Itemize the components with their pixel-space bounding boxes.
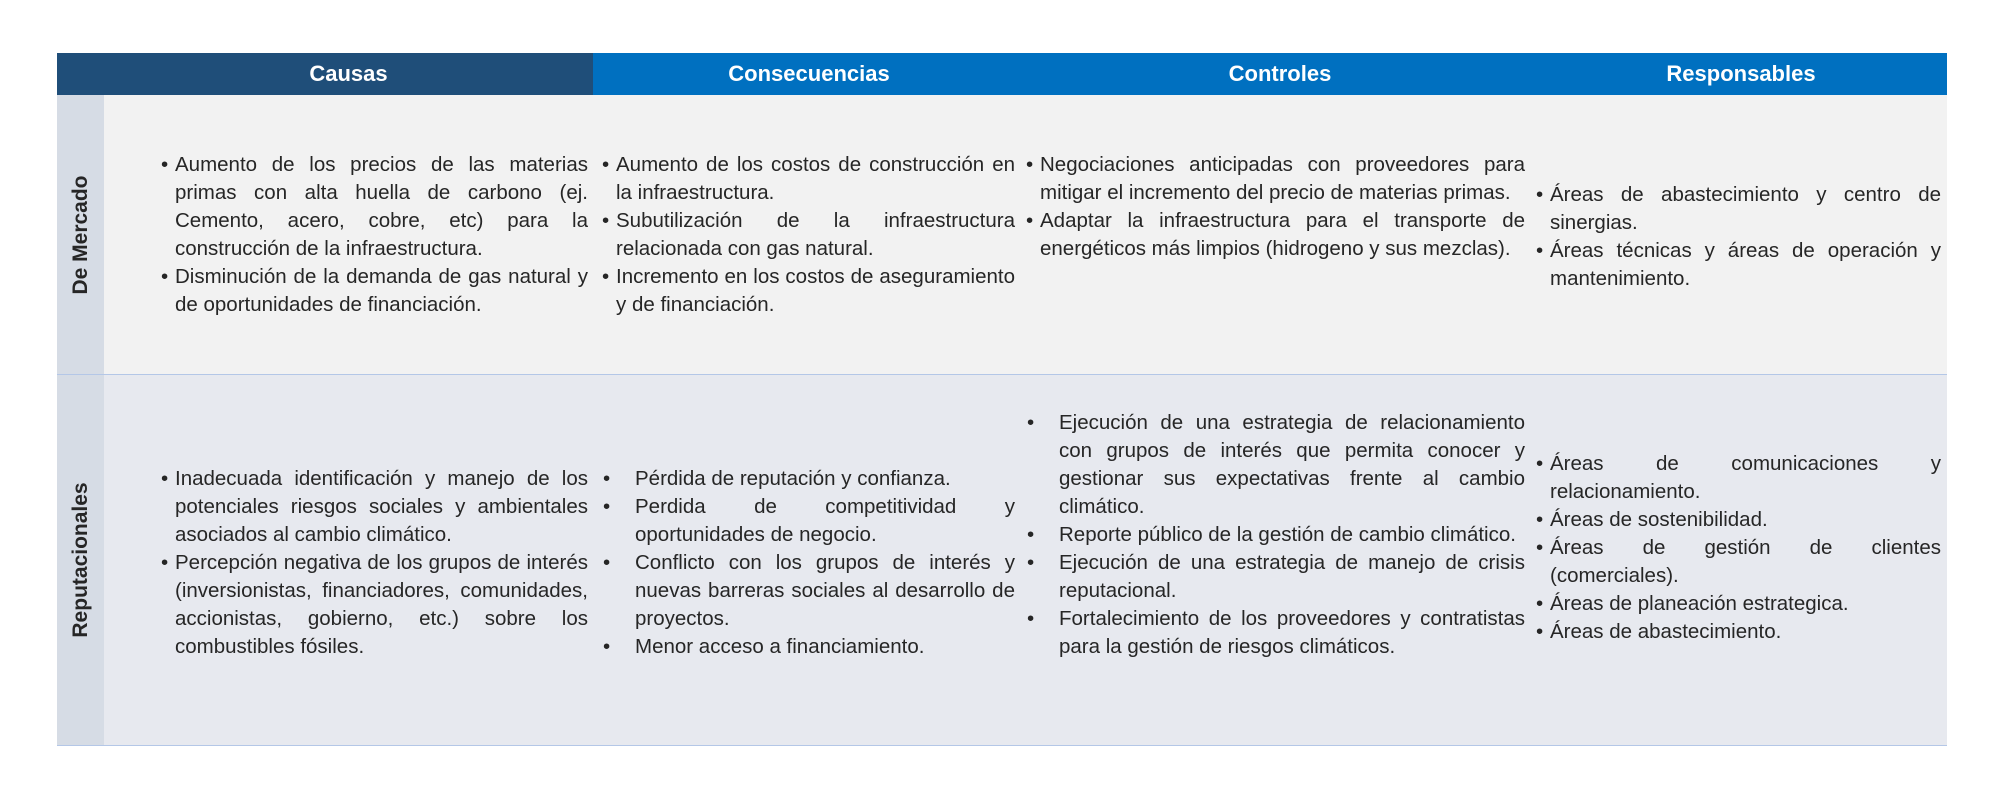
cell-controles xyxy=(1025,95,1535,374)
causas-list xyxy=(160,151,588,319)
controles-list xyxy=(1025,151,1525,263)
table-header xyxy=(57,53,1947,95)
list-item: • Menor acceso a financiamiento. xyxy=(601,633,1015,661)
header-consecuencias: Consecuencias xyxy=(593,53,1025,95)
list-item: • Inadecuada identificación y manejo de los potenciales riesgos sociales y ambientales asociados al cambio climático. xyxy=(160,465,588,549)
row-label: Reputacionales xyxy=(68,482,92,638)
cell-responsables xyxy=(1535,95,1947,374)
risk-table xyxy=(57,53,1947,746)
row-label-cell xyxy=(57,375,104,745)
list-item: • Subutilización de la infraestructura relacionada con gas natural. xyxy=(601,207,1015,263)
list-item: • Áreas de planeación estrategica. xyxy=(1535,590,1941,618)
header-causas: Causas xyxy=(104,53,593,95)
list-item: • Áreas de comunicaciones y relacionamiento. xyxy=(1535,450,1941,506)
cell-consecuencias xyxy=(593,95,1025,374)
list-item: • Pérdida de reputación y confianza. xyxy=(601,465,1015,493)
cell-consecuencias xyxy=(593,375,1025,745)
causas-list xyxy=(160,465,588,661)
list-item: • Áreas de gestión de clientes (comerciales). xyxy=(1535,534,1941,590)
table-row-de-mercado xyxy=(57,95,1947,375)
list-item: • Adaptar la infraestructura para el transporte de energéticos más limpios (hidrogeno y sus mezclas). xyxy=(1025,207,1525,263)
row-label: De Mercado xyxy=(68,174,92,295)
responsables-list xyxy=(1535,181,1941,293)
table-row-reputacionales xyxy=(57,375,1947,746)
cell-controles xyxy=(1025,375,1535,745)
controles-list xyxy=(1025,409,1525,661)
list-item: • Ejecución de una estrategia de relacionamiento con grupos de interés que permita conocer y gestionar sus expectativas frente al cambio climático. xyxy=(1025,409,1525,521)
responsables-list xyxy=(1535,450,1941,646)
list-item: • Incremento en los costos de aseguramiento y de financiación. xyxy=(601,263,1015,319)
header-controles: Controles xyxy=(1025,53,1535,95)
list-item: • Áreas de abastecimiento y centro de sinergias. xyxy=(1535,181,1941,237)
list-item: • Aumento de los costos de construcción en la infraestructura. xyxy=(601,151,1015,207)
row-label-cell xyxy=(57,95,104,374)
list-item: • Áreas de sostenibilidad. xyxy=(1535,506,1941,534)
list-item: • Áreas de abastecimiento. xyxy=(1535,618,1941,646)
list-item: • Áreas técnicas y áreas de operación y mantenimiento. xyxy=(1535,237,1941,293)
list-item: • Aumento de los precios de las materias primas con alta huella de carbono (ej. Cemento, acero, cobre, etc) para la construcción de la infraestructura. xyxy=(160,151,588,263)
header-responsables: Responsables xyxy=(1535,53,1947,95)
list-item: • Ejecución de una estrategia de manejo de crisis reputacional. xyxy=(1025,549,1525,605)
list-item: • Reporte público de la gestión de cambio climático. xyxy=(1025,521,1525,549)
list-item: • Negociaciones anticipadas con proveedores para mitigar el incremento del precio de materias primas. xyxy=(1025,151,1525,207)
list-item: • Conflicto con los grupos de interés y nuevas barreras sociales al desarrollo de proyectos. xyxy=(601,549,1015,633)
cell-responsables xyxy=(1535,375,1947,745)
consecuencias-list xyxy=(601,465,1015,661)
list-item: • Fortalecimiento de los proveedores y contratistas para la gestión de riesgos climáticos. xyxy=(1025,605,1525,661)
header-spacer xyxy=(57,53,104,95)
list-item: • Percepción negativa de los grupos de interés (inversionistas, financiadores, comunidades, accionistas, gobierno, etc.) sobre los combustibles fósiles. xyxy=(160,549,588,661)
list-item: • Perdida de competitividad y oportunidades de negocio. xyxy=(601,493,1015,549)
cell-causas xyxy=(104,95,593,374)
cell-causas xyxy=(104,375,593,745)
list-item: • Disminución de la demanda de gas natural y de oportunidades de financiación. xyxy=(160,263,588,319)
consecuencias-list xyxy=(601,151,1015,319)
